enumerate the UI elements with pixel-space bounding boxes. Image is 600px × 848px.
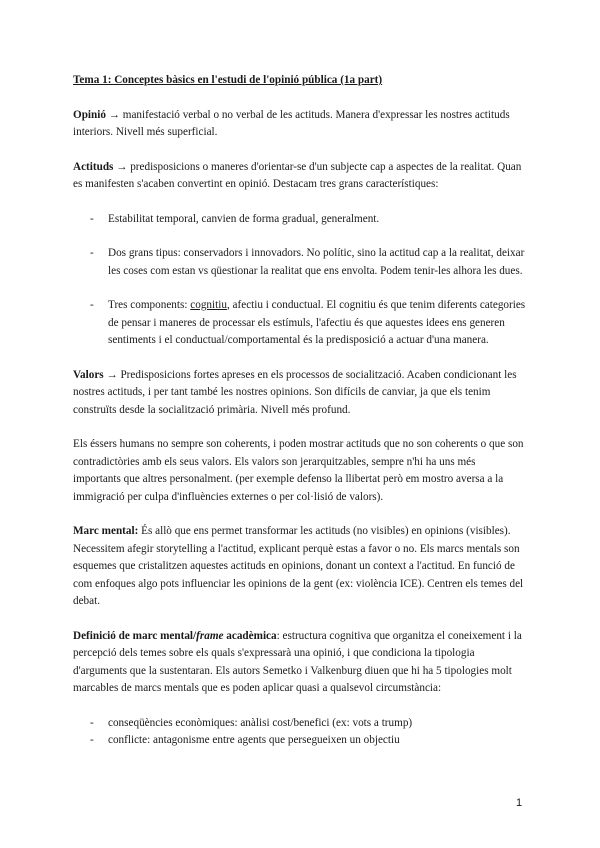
frames-list [73, 715, 526, 750]
opinio-text: manifestació verbal o no verbal de les actituds. Manera d'expressar les nostres actituds interiors. Nivell més superficial. [73, 108, 510, 138]
definicio-text: : estructura cognitiva que organitza el coneixement i la percepció dels temes sobre els quals s'expressarà una opinió, i que condiciona la tipologia d'arguments que la sustentaran. Els autors Semetko i Valkenburg diuen que hi ha 5 tipologies molt marcables de marcs mentals que es poden aplicar quasi a qualsevol circumstància: [73, 629, 522, 694]
list-item-text: Estabilitat temporal, canvien de forma gradual, generalment. [108, 212, 380, 225]
marc-mental-text: És allò que ens permet transformar les actituds (no visibles) en opinions (visibles). Necessitem afegir storytelling a l'actitud, explicant perquè estas a favor o no. Els marcs mentals son esquemes que cristalitzen aquestes actituds en opinions, donant un context a l'actitud. En funció de com enfoques algo pots influenciar les opinions de la gent (ex: violència ICE). Centren els temes del debat. [73, 525, 524, 607]
list-item [73, 245, 526, 280]
page-title: Tema 1: Conceptes bàsics en l'estudi de l'opinió pública (1a part) [73, 74, 383, 86]
arrow: → [103, 368, 121, 381]
term-opinio: Opinió [73, 108, 106, 121]
arrow: → [113, 160, 131, 173]
paragraph-definicio [73, 628, 526, 698]
paragraph-actituds [73, 159, 526, 194]
term-definicio-a: Definició de marc mental/ [73, 629, 197, 642]
term-definicio-italic: frame [196, 629, 224, 642]
page-number: 1 [516, 797, 523, 809]
paragraph-marc-mental [73, 523, 526, 611]
components-underlined: cognitiu [190, 299, 227, 311]
list-item [73, 715, 526, 733]
list-item-text: conflicte: antagonisme entre agents que persegueixen un objectiu [108, 734, 400, 746]
dash-bullet: - [90, 212, 94, 225]
list-item [73, 211, 526, 229]
list-item-text: conseqüències econòmiques: anàlisi cost/benefici (ex: vots a trump) [108, 716, 413, 729]
list-item [73, 732, 526, 750]
valors-text: Predisposicions fortes apreses en els processos de socialització. Acaben condicionant les nostres actituds, i per tant també les nostres opinions. Son difícils de canviar, ja que els tenim construïts desde la socialització primària. Nivell més profund. [73, 368, 517, 416]
term-valors: Valors [73, 368, 104, 381]
dash-bullet: - [90, 247, 94, 259]
paragraph-essers: Els éssers humans no sempre son coherents, i poden mostrar actituds que no son coherents o que son contradictòries amb els seus valors. Els valors son jerarquitzables, sempre n'hi ha uns més importants que altres personalment. (per exemple defenso la llibertat però em mostro aversa a la immigració per culpa d'influències externes o per col·lisió de valors). [73, 438, 524, 503]
dash-bullet: - [90, 299, 94, 311]
paragraph-valors [73, 367, 526, 420]
list-item-text: Dos grans tipus: conservadors i innovadors. No polític, sino la actitud cap a la realitat, deixar les coses com estan vs qüestionar la realitat que ens envolta. Podem tenir-les alhora les dues. [108, 247, 525, 277]
list-item [73, 297, 526, 350]
components-before: Tres components: [108, 299, 191, 311]
dash-bullet: - [90, 716, 94, 729]
document-body [73, 72, 526, 767]
actituds-list [73, 211, 526, 350]
term-definicio-b: acadèmica [223, 629, 277, 642]
dash-bullet: - [90, 734, 94, 746]
term-marc-mental: Marc mental: [73, 525, 139, 537]
paragraph-opinio [73, 107, 526, 142]
components-after: , afectiu i conductual. El cognitiu és que tenim diferents categories de pensar i maneres de processar els estímuls, l'afectiu és que aquestes idees ens generen sentiments i el conductual/comportamental és la predisposició a actuar d'una manera. [108, 299, 526, 346]
term-definicio [73, 630, 277, 642]
actituds-text: predisposicions o maneres d'orientar-se d'un subjecte cap a aspectes de la realitat. Quan es manifesten s'acaben convertint en opinió. Destacam tres grans característiques: [73, 160, 522, 190]
arrow: → [105, 108, 123, 121]
term-actituds: Actituds [73, 160, 114, 173]
